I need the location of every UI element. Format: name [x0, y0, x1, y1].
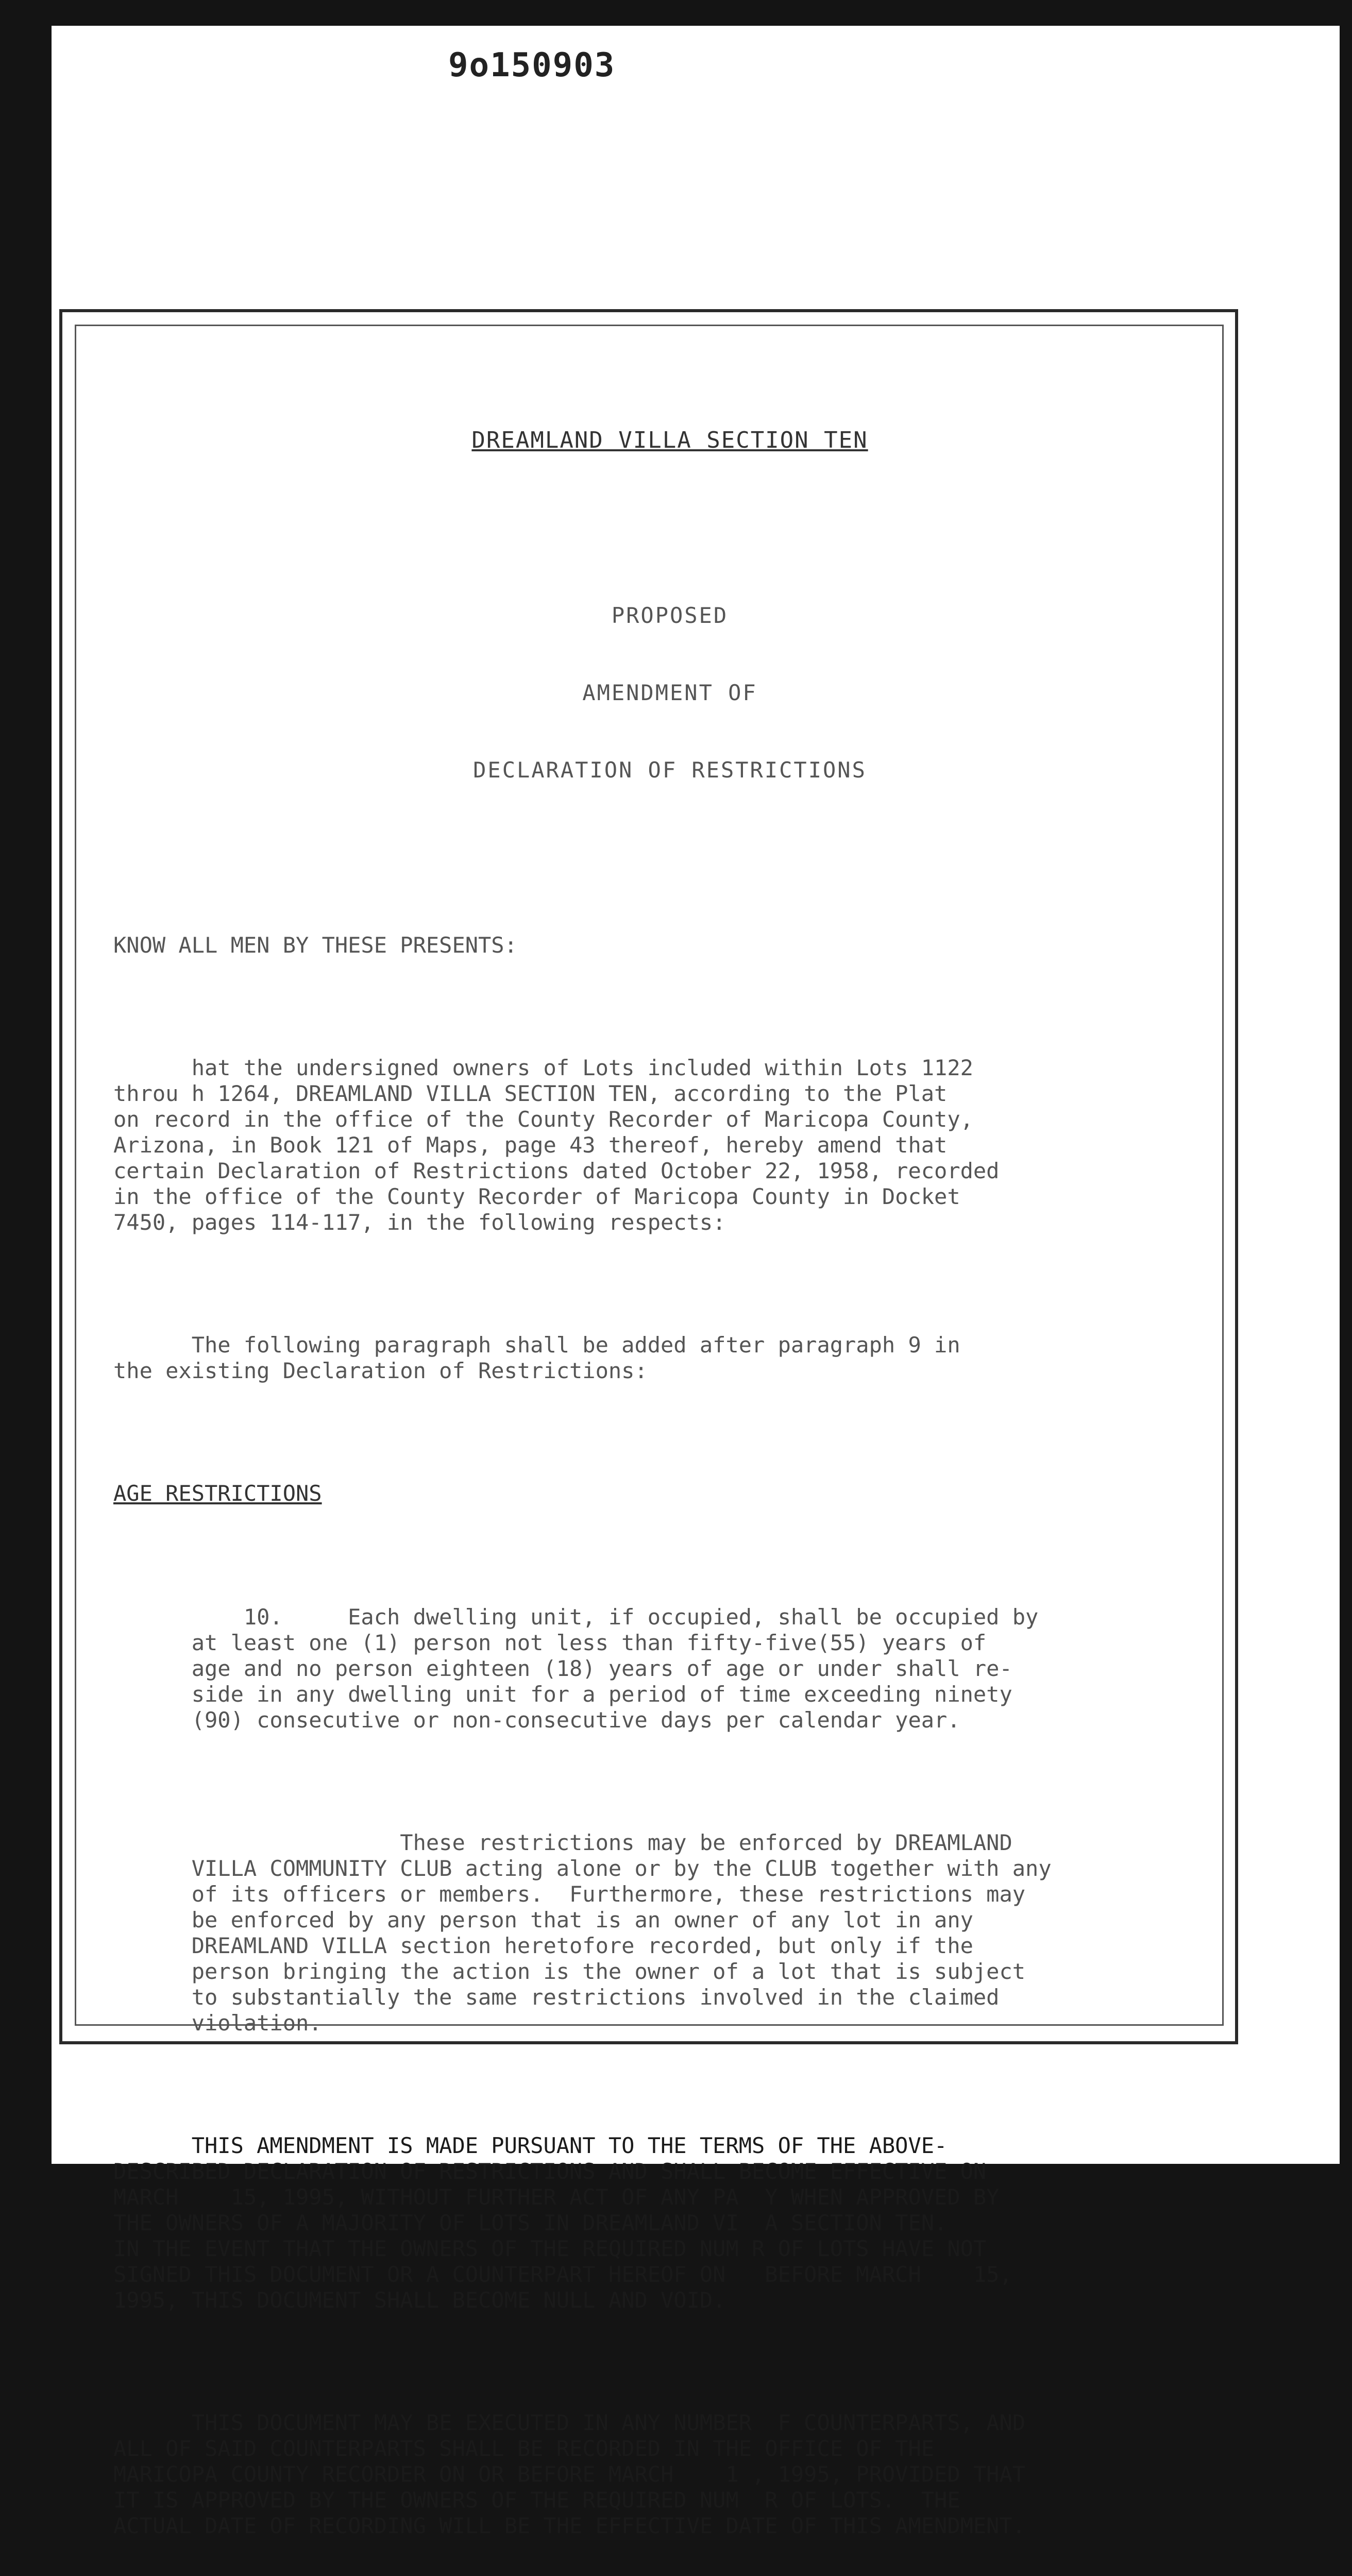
following-paragraph: The following paragraph shall be added after paragraph 9 in the existing Declaration of Restrictions: [113, 1332, 960, 1383]
subtitle-line-1: PROPOSED [611, 603, 729, 628]
subtitle-line-3: DECLARATION OF RESTRICTIONS [473, 757, 867, 783]
document-title: DREAMLAND VILLA SECTION TEN [471, 427, 868, 453]
amendment-paragraph: THIS AMENDMENT IS MADE PURSUANT TO THE TERMS OF THE ABOVE- DESCRIBED DECLARATION OF RESTRICTIONS AND SHALL BECOME EFFECTIVE ON MARCH 15, 1995, WITHOUT FURTHER ACT OF ANY PA Y WHEN APPROVED BY THE OWNERS OF A MAJORITY OF LOTS IN DREAMLAND VI A SECTION TEN. IN THE EVENT THAT THE OWNERS OF THE REQUIRED NUM R OF LOTS HAVE NOT SIGNED THIS DOCUMENT OR A COUNTERPART HEREOF ON BEFORE MARCH 15, 1995, THIS DOCUMENT SHALL BECOME NULL AND VOID. [113, 2133, 1012, 2313]
intro-paragraph: hat the undersigned owners of Lots included within Lots 1122 throu h 1264, DREAMLAND VILLA SECTION TEN, according to the Plat on record in the office of the County Recorder of Maricopa County, Arizona, in Book 121 of Maps, page 43 thereof, hereby amend that certain Declaration of Restrictions dated October 22, 1958, recorded in the office of the County Recorder of Maricopa County in Docket 7450, pages 114-117, in the following respects: [113, 1055, 1000, 1235]
document-number: 9o150903 [448, 46, 616, 84]
document-subtitle [113, 551, 1226, 835]
counterparts-paragraph: THIS DOCUMENT MAY BE EXECUTED IN ANY NUMBER F COUNTERPARTS, AND ALL OF SAID COUNTERPARTS SHALL BE RECORDED IN THE OFFICE OF THE MARICOPA COUNTY RECORDER ON OR BEFORE MARCH 1 , 1995, PROVIDED THAT IT IS APPROVED BY THE OWNERS OF THE REQUIRED NUM R OF LOTS. THE ACTUAL DATE OF RECORDING WILL BE THE EFFECTIVE DATE OF THIS AMENDMENT. [113, 2410, 1026, 2538]
enforcement-paragraph: These restrictions may be enforced by DREAMLAND VILLA COMMUNITY CLUB acting alone or by the CLUB together with any of its officers or members. Furthermore, these restrictions may be enforced by any person that is an owner of any lot in any DREAMLAND VILLA section heretofore recorded, but only if the person bringing the action is the owner of a lot that is subject to substantially the same restrictions involved in the claimed violation. [191, 1830, 1052, 2036]
document-body [113, 376, 1226, 2576]
age-restrictions-paragraph: 10. Each dwelling unit, if occupied, shall be occupied by at least one (1) person not less than fifty-five(55) years of age and no person eighteen (18) years of age or under shall re- side in any dwelling unit for a period of time exceeding ninety (90) consecutive or non-consecutive days per calendar year. [191, 1604, 1039, 1733]
salutation: KNOW ALL MEN BY THESE PRESENTS: [113, 933, 517, 958]
subtitle-line-2: AMENDMENT OF [582, 680, 757, 705]
age-restrictions-heading: AGE RESTRICTIONS [113, 1481, 322, 1506]
